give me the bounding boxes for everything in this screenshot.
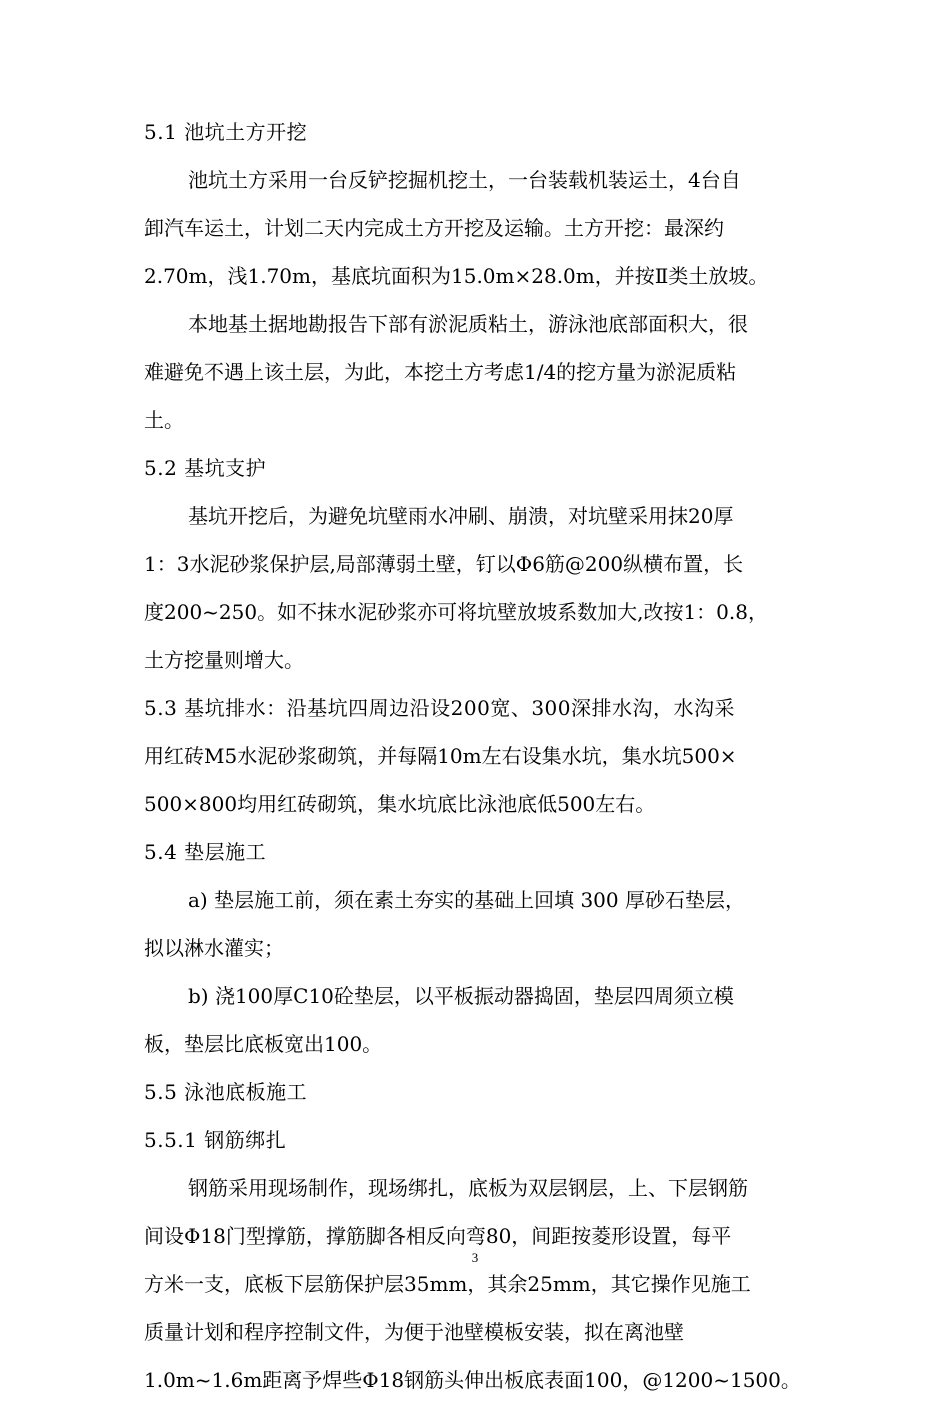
paragraph-line: 钢筋采用现场制作，现场绑扎，底板为双层钢层，上、下层钢筋 xyxy=(188,1176,748,1200)
paragraph-line: 本地基土据地勘报告下部有淤泥质粘土，游泳池底部面积大，很 xyxy=(188,312,748,336)
section-heading-5-3: 5.3 基坑排水：沿基坑四周边沿设200宽、300深排水沟，水沟采 xyxy=(144,696,736,720)
paragraph-line: 间设Φ18门型撑筋，撑筋脚各相反向弯80，间距按菱形设置，每平 xyxy=(144,1224,732,1248)
paragraph-line: 土方挖量则增大。 xyxy=(144,648,304,672)
paragraph-line: 难避免不遇上该土层，为此，本挖土方考虑1/4的挖方量为淤泥质粘 xyxy=(144,360,737,384)
paragraph-line: 基坑开挖后，为避免坑壁雨水冲刷、崩溃，对坑壁采用抹20厚 xyxy=(188,504,734,528)
paragraph-line: 1.0m~1.6m距离予焊些Φ18钢筋头伸出板底表面100，@1200~1500。 xyxy=(144,1368,801,1392)
paragraph-line: 度200~250。如不抹水泥砂浆亦可将坑壁放坡系数加大,改按1：0.8， xyxy=(144,600,768,624)
section-heading-5-1: 5.1 池坑土方开挖 xyxy=(144,120,308,144)
paragraph-line: 方米一支，底板下层筋保护层35mm，其余25mm，其它操作见施工 xyxy=(144,1272,751,1296)
paragraph-line: 板，垫层比底板宽出100。 xyxy=(144,1032,383,1056)
list-item-a: a) 垫层施工前，须在素土夯实的基础上回填 300 厚砂石垫层， xyxy=(188,888,745,912)
paragraph-line: 土。 xyxy=(144,408,184,432)
section-heading-5-4: 5.4 垫层施工 xyxy=(144,840,267,864)
paragraph-line: 2.70m，浅1.70m，基底坑面积为15.0m×28.0m，并按Ⅱ类土放坡。 xyxy=(144,264,769,288)
paragraph-line: 1：3水泥砂浆保护层,局部薄弱土壁，钉以Φ6筋@200纵横布置，长 xyxy=(144,552,744,576)
paragraph-line: 拟以淋水灌实； xyxy=(144,936,284,960)
document-body xyxy=(144,108,810,1404)
section-heading-5-5: 5.5 泳池底板施工 xyxy=(144,1080,308,1104)
paragraph-line: 500×800均用红砖砌筑，集水坑底比泳池底低500左右。 xyxy=(144,792,656,816)
paragraph-line: 池坑土方采用一台反铲挖掘机挖土，一台装载机装运土，4台自 xyxy=(188,168,741,192)
paragraph-line: 质量计划和程序控制文件，为便于池壁模板安装，拟在离池壁 xyxy=(144,1320,684,1344)
section-heading-5-5-1: 5.5.1 钢筋绑扎 xyxy=(144,1128,287,1152)
paragraph-line: 卸汽车运土，计划二天内完成土方开挖及运输。土方开挖：最深约 xyxy=(144,216,724,240)
paragraph-line: 用红砖M5水泥砂浆砌筑，并每隔10m左右设集水坑，集水坑500× xyxy=(144,744,737,768)
page-number: 3 xyxy=(471,1250,479,1265)
list-item-b: b) 浇100厚C10砼垫层，以平板振动器捣固，垫层四周须立模 xyxy=(188,984,734,1008)
section-heading-5-2: 5.2 基坑支护 xyxy=(144,456,267,480)
